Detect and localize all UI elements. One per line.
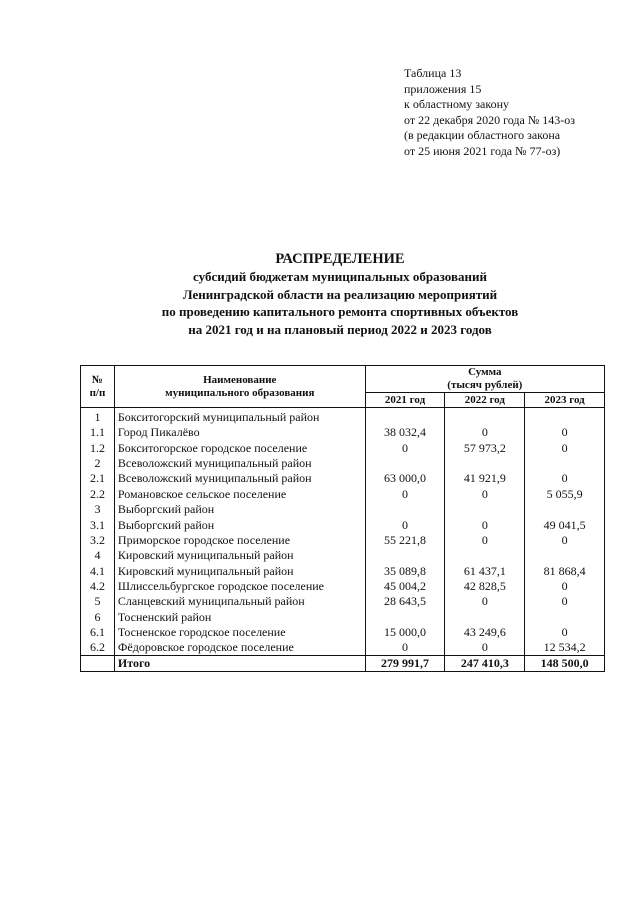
row-num: 2.1 — [81, 471, 115, 486]
row-value-2022: 0 — [445, 533, 525, 548]
table-row — [81, 408, 605, 426]
table-row — [81, 487, 605, 502]
header-name: Наименование муниципального образования — [114, 366, 365, 408]
row-num: 2.2 — [81, 487, 115, 502]
row-value-2021 — [365, 408, 445, 426]
row-num: 3.1 — [81, 517, 115, 532]
title-main: РАСПРЕДЕЛЕНИЕ — [275, 251, 405, 267]
row-num: 1.2 — [81, 440, 115, 455]
row-num: 1 — [81, 408, 115, 426]
table-row — [81, 579, 605, 594]
appendix-note — [404, 66, 575, 160]
row-num: 4.1 — [81, 564, 115, 579]
row-num: 6.1 — [81, 625, 115, 640]
header-year-2021: 2021 год — [365, 393, 445, 408]
row-value-2022: 0 — [445, 594, 525, 609]
row-value-2022 — [445, 610, 525, 625]
document-title — [100, 250, 580, 338]
row-name: Кировский муниципальный район — [114, 548, 365, 563]
header-year-2022: 2022 год — [445, 393, 525, 408]
note-line: от 25 июня 2021 года № 77-оз) — [404, 143, 561, 158]
table-row — [81, 548, 605, 563]
row-num: 4.2 — [81, 579, 115, 594]
total-2021: 279 991,7 — [365, 656, 445, 672]
row-value-2021: 28 643,5 — [365, 594, 445, 609]
row-num: 6.2 — [81, 640, 115, 656]
row-value-2022: 57 973,2 — [445, 440, 525, 455]
total-num — [81, 656, 115, 672]
row-value-2022: 0 — [445, 487, 525, 502]
row-value-2022 — [445, 456, 525, 471]
row-name: Город Пикалёво — [114, 425, 365, 440]
table-row — [81, 625, 605, 640]
title-line: на 2021 год и на плановый период 2022 и 2023 годов — [188, 321, 492, 337]
row-value-2023 — [525, 408, 605, 426]
row-name: Романовское сельское поселение — [114, 487, 365, 502]
note-line: приложения 15 — [404, 81, 482, 96]
table-row — [81, 517, 605, 532]
row-value-2022: 42 828,5 — [445, 579, 525, 594]
table-row — [81, 610, 605, 625]
table-row — [81, 456, 605, 471]
row-value-2021: 35 089,8 — [365, 564, 445, 579]
total-label: Итого — [114, 656, 365, 672]
title-line: Ленинградской области на реализацию мероприятий — [182, 286, 498, 302]
row-value-2021: 0 — [365, 440, 445, 455]
row-name: Тосненский район — [114, 610, 365, 625]
note-line: к областному закону — [404, 97, 510, 112]
row-name: Тосненское городское поселение — [114, 625, 365, 640]
note-line: от 22 декабря 2020 года № 143-оз — [404, 112, 576, 127]
row-value-2023: 0 — [525, 440, 605, 455]
table-row — [81, 471, 605, 486]
row-value-2023: 5 055,9 — [525, 487, 605, 502]
row-name: Приморское городское поселение — [114, 533, 365, 548]
row-value-2023: 0 — [525, 594, 605, 609]
table-row — [81, 533, 605, 548]
row-value-2023: 49 041,5 — [525, 517, 605, 532]
row-num: 5 — [81, 594, 115, 609]
table-row — [81, 564, 605, 579]
row-name: Бокситогорский муниципальный район — [114, 408, 365, 426]
row-value-2021 — [365, 610, 445, 625]
note-line: (в редакции областного закона — [404, 128, 561, 143]
row-name: Шлиссельбургское городское поселение — [114, 579, 365, 594]
row-value-2022: 43 249,6 — [445, 625, 525, 640]
row-value-2021 — [365, 548, 445, 563]
row-value-2021: 0 — [365, 640, 445, 656]
row-num: 2 — [81, 456, 115, 471]
row-value-2023: 12 534,2 — [525, 640, 605, 656]
row-value-2021 — [365, 456, 445, 471]
header-sum: Сумма (тысяч рублей) — [365, 366, 604, 393]
total-2023: 148 500,0 — [525, 656, 605, 672]
row-num: 4 — [81, 548, 115, 563]
row-num: 3 — [81, 502, 115, 517]
row-name: Фёдоровское городское поселение — [114, 640, 365, 656]
row-value-2022: 0 — [445, 517, 525, 532]
row-name: Всеволожский муниципальный район — [114, 471, 365, 486]
row-value-2023: 81 868,4 — [525, 564, 605, 579]
row-name: Всеволожский муниципальный район — [114, 456, 365, 471]
table-row — [81, 594, 605, 609]
row-value-2022: 0 — [445, 640, 525, 656]
row-name: Выборгский район — [114, 502, 365, 517]
row-name: Выборгский район — [114, 517, 365, 532]
table-row — [81, 440, 605, 455]
total-row — [81, 656, 605, 672]
row-value-2023: 0 — [525, 579, 605, 594]
row-num: 3.2 — [81, 533, 115, 548]
row-value-2022: 61 437,1 — [445, 564, 525, 579]
header-year-2023: 2023 год — [525, 393, 605, 408]
row-value-2022 — [445, 408, 525, 426]
total-2022: 247 410,3 — [445, 656, 525, 672]
row-value-2023: 0 — [525, 471, 605, 486]
row-value-2022: 41 921,9 — [445, 471, 525, 486]
table-row — [81, 425, 605, 440]
header-num: № п/п — [81, 366, 115, 408]
row-value-2021: 0 — [365, 487, 445, 502]
row-value-2023: 0 — [525, 425, 605, 440]
table-row — [81, 640, 605, 656]
row-value-2021: 0 — [365, 517, 445, 532]
row-value-2021 — [365, 502, 445, 517]
row-value-2023 — [525, 610, 605, 625]
row-num: 1.1 — [81, 425, 115, 440]
row-value-2022: 0 — [445, 425, 525, 440]
row-name: Кировский муниципальный район — [114, 564, 365, 579]
row-num: 6 — [81, 610, 115, 625]
row-value-2023 — [525, 456, 605, 471]
note-line: Таблица 13 — [404, 66, 462, 80]
row-value-2021: 63 000,0 — [365, 471, 445, 486]
table-row — [81, 502, 605, 517]
row-value-2023 — [525, 548, 605, 563]
row-value-2023: 0 — [525, 533, 605, 548]
row-name: Сланцевский муниципальный район — [114, 594, 365, 609]
row-value-2021: 15 000,0 — [365, 625, 445, 640]
row-value-2022 — [445, 502, 525, 517]
row-value-2023 — [525, 502, 605, 517]
row-value-2021: 45 004,2 — [365, 579, 445, 594]
title-line: по проведению капитального ремонта спортивных объектов — [161, 304, 519, 319]
subsidy-table — [80, 365, 605, 672]
table-body — [81, 408, 605, 672]
row-value-2022 — [445, 548, 525, 563]
row-value-2021: 38 032,4 — [365, 425, 445, 440]
title-line: субсидий бюджетам муниципальных образований — [193, 269, 487, 284]
row-name: Бокситогорское городское поселение — [114, 440, 365, 455]
row-value-2023: 0 — [525, 625, 605, 640]
row-value-2021: 55 221,8 — [365, 533, 445, 548]
